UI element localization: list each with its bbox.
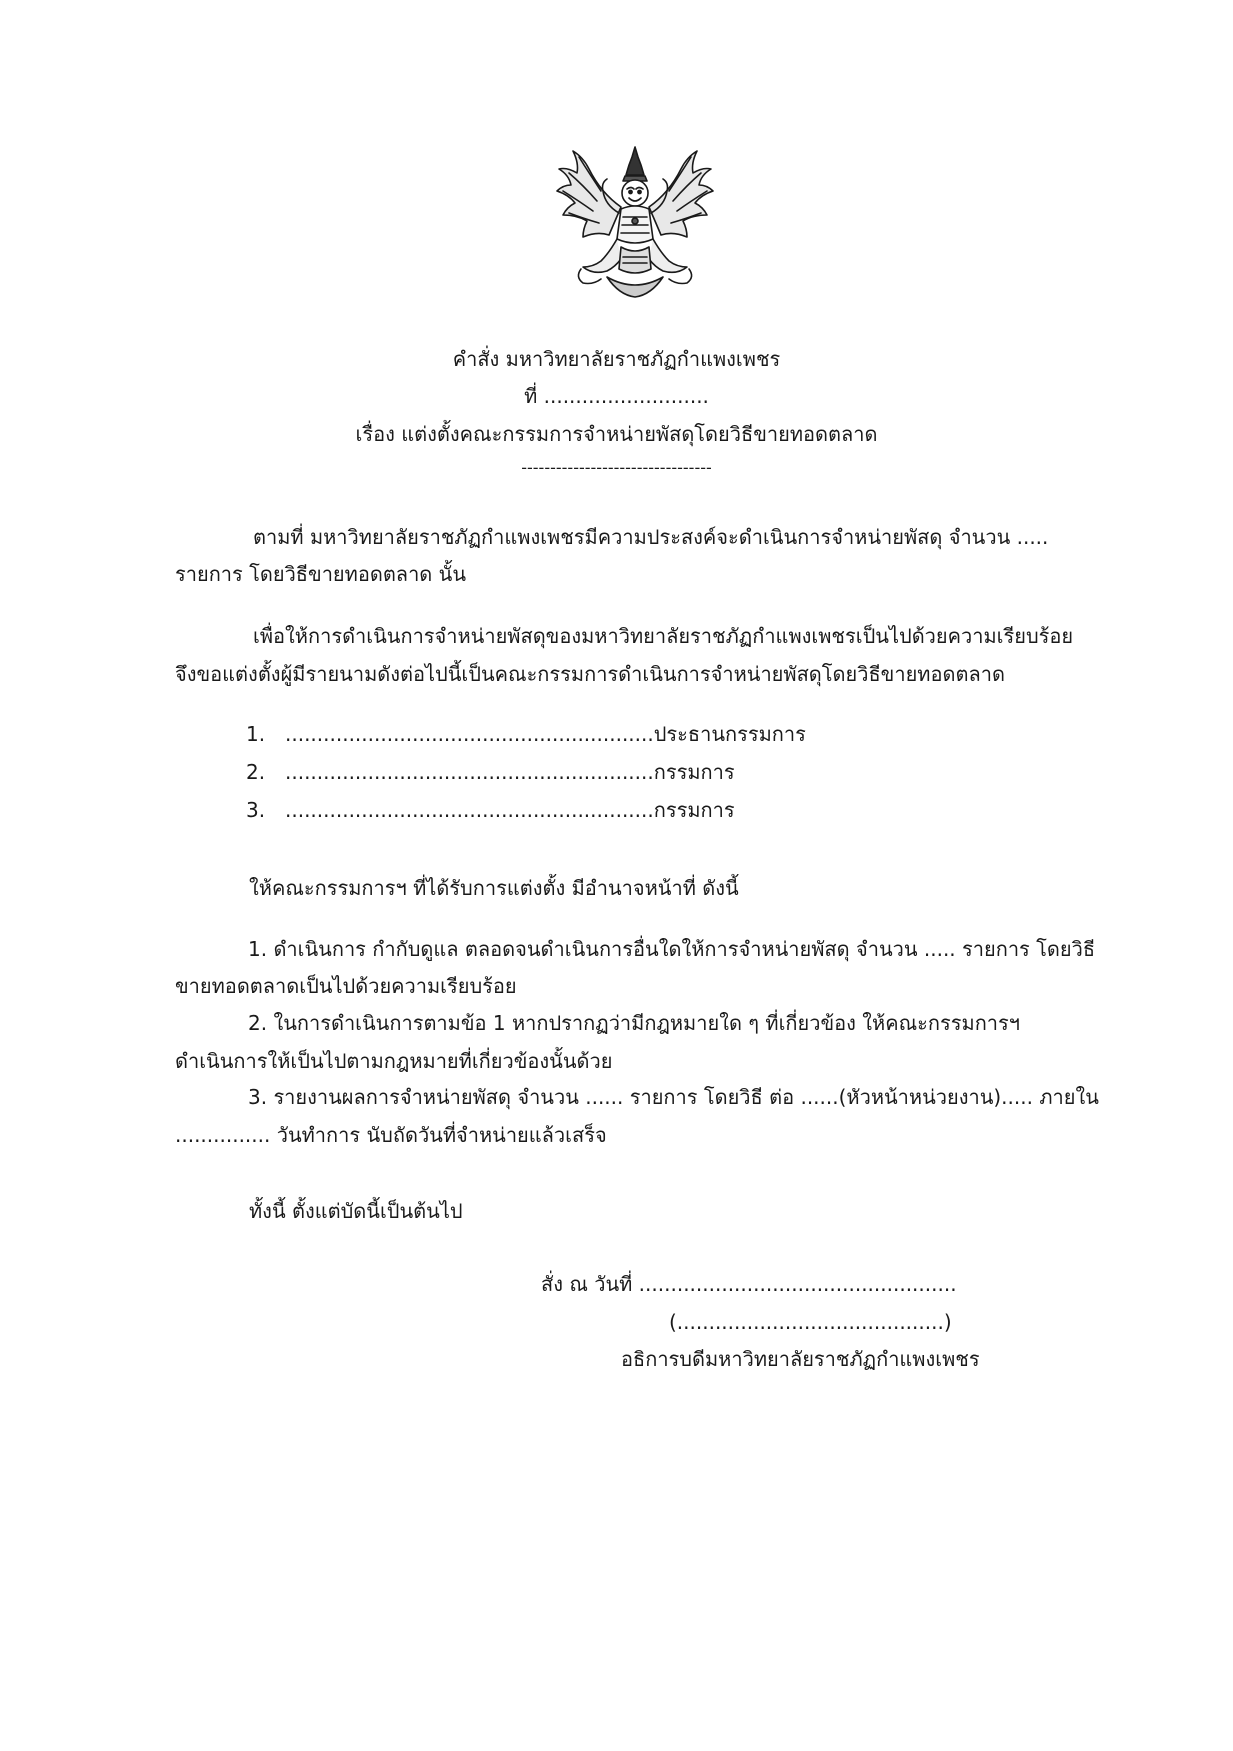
paragraph-duties-heading: ให้คณะกรรมการฯ ที่ได้รับการแต่งตั้ง มีอำนาจหน้าที่ ดังนี้ bbox=[249, 876, 739, 900]
duty-3-line-2: ............... วันทำการ นับถัดวันที่จำหน่ายแล้วเสร็จ bbox=[175, 1123, 607, 1147]
duty-2-line-2: ดำเนินการให้เป็นไปตามกฎหมายที่เกี่ยวข้องนั้นด้วย bbox=[175, 1049, 613, 1073]
paragraph-purpose-line-1: เพื่อให้การดำเนินการจำหน่ายพัสดุของมหาวิทยาลัยราชภัฏกำแพงเพชรเป็นไปด้วยความเรียบร้อย bbox=[253, 624, 1074, 648]
paragraph-purpose-line-2: จึงขอแต่งตั้งผู้มีรายนามดังต่อไปนี้เป็นคณะกรรมการดำเนินการจำหน่ายพัสดุโดยวิธีขายทอดตลาด bbox=[175, 662, 1005, 686]
duty-2-line-1: 2. ในการดำเนินการตามข้อ 1 หากปรากฏว่ามีกฎหมายใด ๆ ที่เกี่ยวข้อง ให้คณะกรรมการฯ bbox=[248, 1011, 1021, 1035]
committee-item-2-number: 2. bbox=[246, 760, 266, 784]
header-divider: --------------------------------- bbox=[521, 458, 712, 477]
order-subject: เรื่อง แต่งตั้งคณะกรรมการจำหน่ายพัสดุโดยวิธีขายทอดตลาด bbox=[355, 422, 878, 446]
committee-item-2-text: ..........................................................กรรมการ bbox=[285, 760, 735, 784]
committee-item-3-text: ..........................................................กรรมการ bbox=[285, 798, 735, 822]
signature-date-line: สั่ง ณ วันที่ .................................................. bbox=[541, 1272, 957, 1296]
paragraph-effective: ทั้งนี้ ตั้งแต่บัดนี้เป็นต้นไป bbox=[249, 1199, 463, 1223]
order-title: คำสั่ง มหาวิทยาลัยราชภัฏกำแพงเพชร bbox=[452, 347, 781, 371]
committee-item-3-number: 3. bbox=[246, 798, 266, 822]
paragraph-intro-line-1: ตามที่ มหาวิทยาลัยราชภัฏกำแพงเพชรมีความประสงค์จะดำเนินการจำหน่ายพัสดุ จำนวน ..... bbox=[253, 525, 1049, 549]
committee-item-1-number: 1. bbox=[246, 722, 266, 746]
paragraph-intro-line-2: รายการ โดยวิธีขายทอดตลาด นั้น bbox=[175, 562, 466, 586]
signature-name-line: (..........................................) bbox=[669, 1310, 952, 1334]
garuda-emblem-icon bbox=[553, 143, 717, 301]
duty-1-line-1: 1. ดำเนินการ กำกับดูแล ตลอดจนดำเนินการอื่นใดให้การจำหน่ายพัสดุ จำนวน ..... รายการ โดยวิธี bbox=[248, 937, 1096, 961]
duty-3-line-1: 3. รายงานผลการจำหน่ายพัสดุ จำนวน ...... รายการ โดยวิธี ต่อ ......(หัวหน้าหน่วยงาน)..... ภายใน bbox=[248, 1085, 1099, 1109]
committee-item-1-text: ..........................................................ประธานกรรมการ bbox=[285, 722, 806, 746]
order-number: ที่ .......................... bbox=[524, 384, 709, 408]
signature-position: อธิการบดีมหาวิทยาลัยราชภัฏกำแพงเพชร bbox=[621, 1347, 980, 1371]
duty-1-line-2: ขายทอดตลาดเป็นไปด้วยความเรียบร้อย bbox=[175, 974, 517, 998]
